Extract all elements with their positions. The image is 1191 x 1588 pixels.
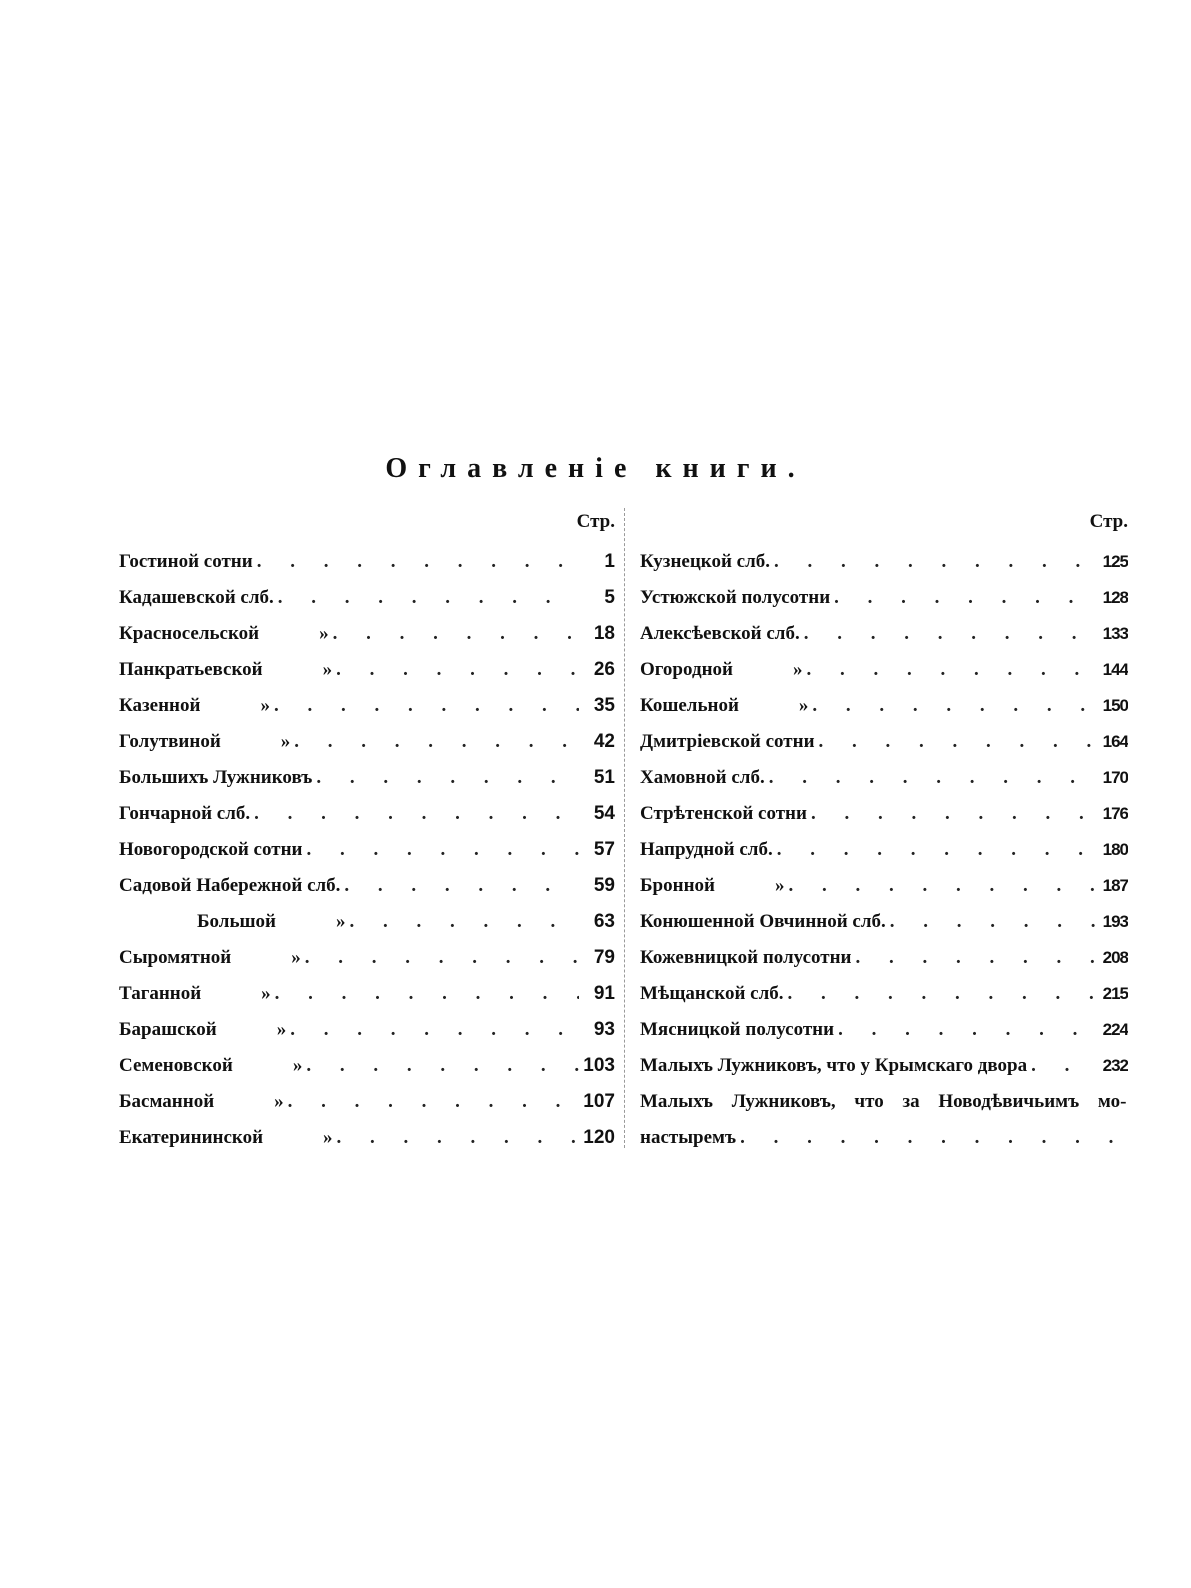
toc-entry bbox=[640, 760, 1128, 796]
toc-entry-name: Голутвиной bbox=[119, 731, 221, 752]
toc-entry-name: Малыхъ Лужниковъ, что за Новодѣвичьимъ мо- bbox=[640, 1091, 1127, 1112]
page-column-header: Стр. bbox=[1089, 511, 1128, 532]
toc-entry bbox=[640, 724, 1128, 760]
ditto-mark: » bbox=[261, 983, 271, 1004]
toc-page-number: 26 bbox=[593, 659, 615, 680]
toc-entry-name: Стрѣтенской сотни bbox=[640, 803, 807, 824]
toc-entry-name: Басманной bbox=[119, 1091, 215, 1112]
toc-entry-name: Кожевницкой полусотни bbox=[640, 947, 852, 968]
toc-entry-name: Гончарной слб. bbox=[119, 803, 251, 824]
toc-entry bbox=[640, 904, 1128, 940]
toc-entry-name: Большой bbox=[197, 911, 277, 932]
toc-entry-name: Огородной bbox=[640, 659, 733, 680]
toc-page-number: 176 bbox=[1102, 804, 1128, 823]
dot-leader bbox=[788, 868, 1098, 904]
toc-page-number: 18 bbox=[593, 623, 615, 644]
dot-leader bbox=[1031, 1048, 1098, 1084]
toc-entry-wrapped-line1 bbox=[640, 1084, 1128, 1120]
toc-entry bbox=[119, 868, 615, 904]
toc-entry-name: Екатерининской bbox=[119, 1127, 264, 1148]
toc-entry-name: Хамовной слб. bbox=[640, 767, 765, 788]
toc-entry bbox=[640, 652, 1128, 688]
toc-entry-wrapped-line2 bbox=[640, 1120, 1128, 1156]
toc-entry bbox=[640, 796, 1128, 832]
toc-page-number: 79 bbox=[593, 947, 615, 968]
toc-entry bbox=[640, 940, 1128, 976]
dot-leader bbox=[777, 832, 1098, 868]
toc-entry-name: Сыромятной bbox=[119, 947, 232, 968]
dot-leader bbox=[804, 616, 1098, 652]
dot-leader bbox=[275, 976, 579, 1012]
ditto-mark: » bbox=[336, 911, 346, 932]
toc-entry bbox=[119, 688, 615, 724]
toc-page-number: 35 bbox=[593, 695, 615, 716]
toc-entry-name: Алексѣевской слб. bbox=[640, 623, 800, 644]
toc-entry-name: Мѣщанской слб. bbox=[640, 983, 784, 1004]
toc-page-number: 103 bbox=[583, 1055, 615, 1076]
toc-entry-name: Кузнецкой слб. bbox=[640, 551, 771, 572]
toc-entry-name: Казенной bbox=[119, 695, 201, 716]
dot-leader bbox=[257, 544, 579, 580]
ditto-mark: » bbox=[319, 623, 329, 644]
toc-page-number: 224 bbox=[1102, 1020, 1128, 1039]
dot-leader bbox=[819, 724, 1098, 760]
toc-page-number: 59 bbox=[593, 875, 615, 896]
toc-entry-name: Красносельской bbox=[119, 623, 260, 644]
toc-page-number: 232 bbox=[1102, 1056, 1128, 1075]
toc-entry bbox=[119, 580, 615, 616]
toc-entry-name: Конюшенной Овчинной слб. bbox=[640, 911, 886, 932]
toc-entry bbox=[119, 1084, 615, 1120]
toc-page-number: 93 bbox=[593, 1019, 615, 1040]
toc-page-number: 1 bbox=[604, 551, 615, 572]
dot-leader bbox=[774, 544, 1098, 580]
dot-leader bbox=[278, 580, 579, 616]
toc-entry bbox=[640, 868, 1128, 904]
ditto-mark: » bbox=[276, 1019, 287, 1040]
toc-entry-name: Семеновской bbox=[119, 1055, 233, 1076]
dot-leader bbox=[254, 796, 579, 832]
toc-page-number: 193 bbox=[1102, 912, 1128, 931]
toc-entry bbox=[119, 1048, 615, 1084]
toc-entry-name: Малыхъ Лужниковъ, что у Крымскаго двора bbox=[640, 1055, 1028, 1076]
toc-page-number: 63 bbox=[593, 911, 615, 932]
dot-leader bbox=[274, 688, 579, 724]
toc-entry bbox=[640, 688, 1128, 724]
ditto-mark: » bbox=[260, 695, 270, 716]
dot-leader bbox=[834, 580, 1098, 616]
toc-entry-name: настыремъ bbox=[640, 1127, 737, 1148]
dot-leader bbox=[306, 1048, 579, 1084]
toc-entry-name: Бронной bbox=[640, 875, 715, 896]
toc-page-number: 5 bbox=[604, 587, 615, 608]
toc-entry bbox=[640, 580, 1128, 616]
dot-leader bbox=[890, 904, 1098, 940]
toc-entry bbox=[119, 1120, 615, 1156]
toc-page-number: 170 bbox=[1102, 768, 1128, 787]
dot-leader bbox=[288, 1084, 579, 1120]
toc-entry bbox=[640, 616, 1128, 652]
toc-page-number: 120 bbox=[583, 1127, 615, 1148]
dot-leader bbox=[316, 760, 579, 796]
toc-page-number: 42 bbox=[593, 731, 615, 752]
toc-entry-name: Напрудной слб. bbox=[640, 839, 773, 860]
toc-page-number: 57 bbox=[593, 839, 615, 860]
toc-entry-name: Дмитріевской сотни bbox=[640, 731, 815, 752]
toc-page-number: 91 bbox=[593, 983, 615, 1004]
toc-entry bbox=[119, 976, 615, 1012]
dot-leader bbox=[306, 832, 579, 868]
toc-entry-name: Новогородской сотни bbox=[119, 839, 303, 860]
toc-page-number: 187 bbox=[1102, 876, 1128, 895]
dot-leader bbox=[812, 688, 1098, 724]
dot-leader bbox=[856, 940, 1099, 976]
dot-leader bbox=[337, 1120, 579, 1156]
toc-page-number: 150 bbox=[1102, 696, 1128, 715]
toc-entry bbox=[119, 1012, 615, 1048]
toc-page-number: 144 bbox=[1102, 660, 1128, 679]
dot-leader bbox=[333, 616, 579, 652]
toc-entry bbox=[640, 832, 1128, 868]
toc-list-left bbox=[119, 544, 615, 1156]
toc-entry bbox=[119, 796, 615, 832]
toc-entry bbox=[119, 724, 615, 760]
toc-list-right bbox=[640, 544, 1128, 1084]
toc-entry-name: Кадашевской слб. bbox=[119, 587, 274, 608]
toc-entry-name: Кошельной bbox=[640, 695, 739, 716]
ditto-mark: » bbox=[774, 875, 785, 896]
toc-entry bbox=[119, 940, 615, 976]
toc-entry-name: Гостиной сотни bbox=[119, 551, 253, 572]
toc-entry-name: Садовой Набережной слб. bbox=[119, 875, 341, 896]
toc-entry bbox=[640, 1048, 1128, 1084]
column-divider bbox=[624, 508, 625, 1148]
toc-entry bbox=[640, 976, 1128, 1012]
toc-entry bbox=[119, 832, 615, 868]
toc-column-left bbox=[119, 506, 615, 1156]
toc-page-number: 54 bbox=[593, 803, 615, 824]
dot-leader bbox=[336, 652, 579, 688]
toc-page-number: 133 bbox=[1102, 624, 1128, 643]
toc-entry-name: Мясницкой полусотни bbox=[640, 1019, 835, 1040]
ditto-mark: » bbox=[322, 659, 333, 680]
toc-entry-name: Панкратьевской bbox=[119, 659, 263, 680]
ditto-mark: » bbox=[280, 731, 291, 752]
toc-entry-name: Барашской bbox=[119, 1019, 217, 1040]
dot-leader bbox=[811, 796, 1098, 832]
page-title: Оглавленіе книги. bbox=[385, 453, 806, 484]
dot-leader bbox=[305, 940, 579, 976]
toc-column-right bbox=[640, 506, 1128, 1156]
dot-leader bbox=[344, 868, 579, 904]
ditto-mark: » bbox=[292, 1055, 303, 1076]
toc-entry bbox=[640, 544, 1128, 580]
dot-leader bbox=[294, 724, 579, 760]
ditto-mark: » bbox=[274, 1091, 284, 1112]
ditto-mark: » bbox=[291, 947, 301, 968]
toc-page-number: 164 bbox=[1102, 732, 1128, 751]
toc-page-number: 208 bbox=[1102, 948, 1128, 967]
toc-entry bbox=[119, 616, 615, 652]
toc-entry bbox=[119, 760, 615, 796]
toc-page-number: 128 bbox=[1102, 588, 1128, 607]
toc-page-number: 107 bbox=[583, 1091, 615, 1112]
toc-page-number: 125 bbox=[1102, 552, 1128, 571]
toc-page-number: 51 bbox=[593, 767, 615, 788]
ditto-mark: » bbox=[798, 695, 809, 716]
toc-entry bbox=[119, 544, 615, 580]
toc-entry bbox=[640, 1012, 1128, 1048]
toc-page-number: 180 bbox=[1102, 840, 1128, 859]
toc-entry-name: Большихъ Лужниковъ bbox=[119, 767, 313, 788]
dot-leader bbox=[806, 652, 1098, 688]
page-column-header: Стр. bbox=[576, 511, 615, 532]
toc-entry-name: Устюжской полусотни bbox=[640, 587, 831, 608]
toc-entry-name: Таганной bbox=[119, 983, 202, 1004]
toc-page-number: 215 bbox=[1102, 984, 1128, 1003]
toc-entry bbox=[119, 652, 615, 688]
dot-leader bbox=[788, 976, 1099, 1012]
dot-leader bbox=[838, 1012, 1098, 1048]
dot-leader bbox=[350, 904, 579, 940]
toc-entry bbox=[119, 904, 615, 940]
dot-leader bbox=[769, 760, 1098, 796]
dot-leader bbox=[740, 1120, 1124, 1156]
dot-leader bbox=[290, 1012, 579, 1048]
ditto-mark: » bbox=[792, 659, 803, 680]
ditto-mark: » bbox=[323, 1127, 333, 1148]
